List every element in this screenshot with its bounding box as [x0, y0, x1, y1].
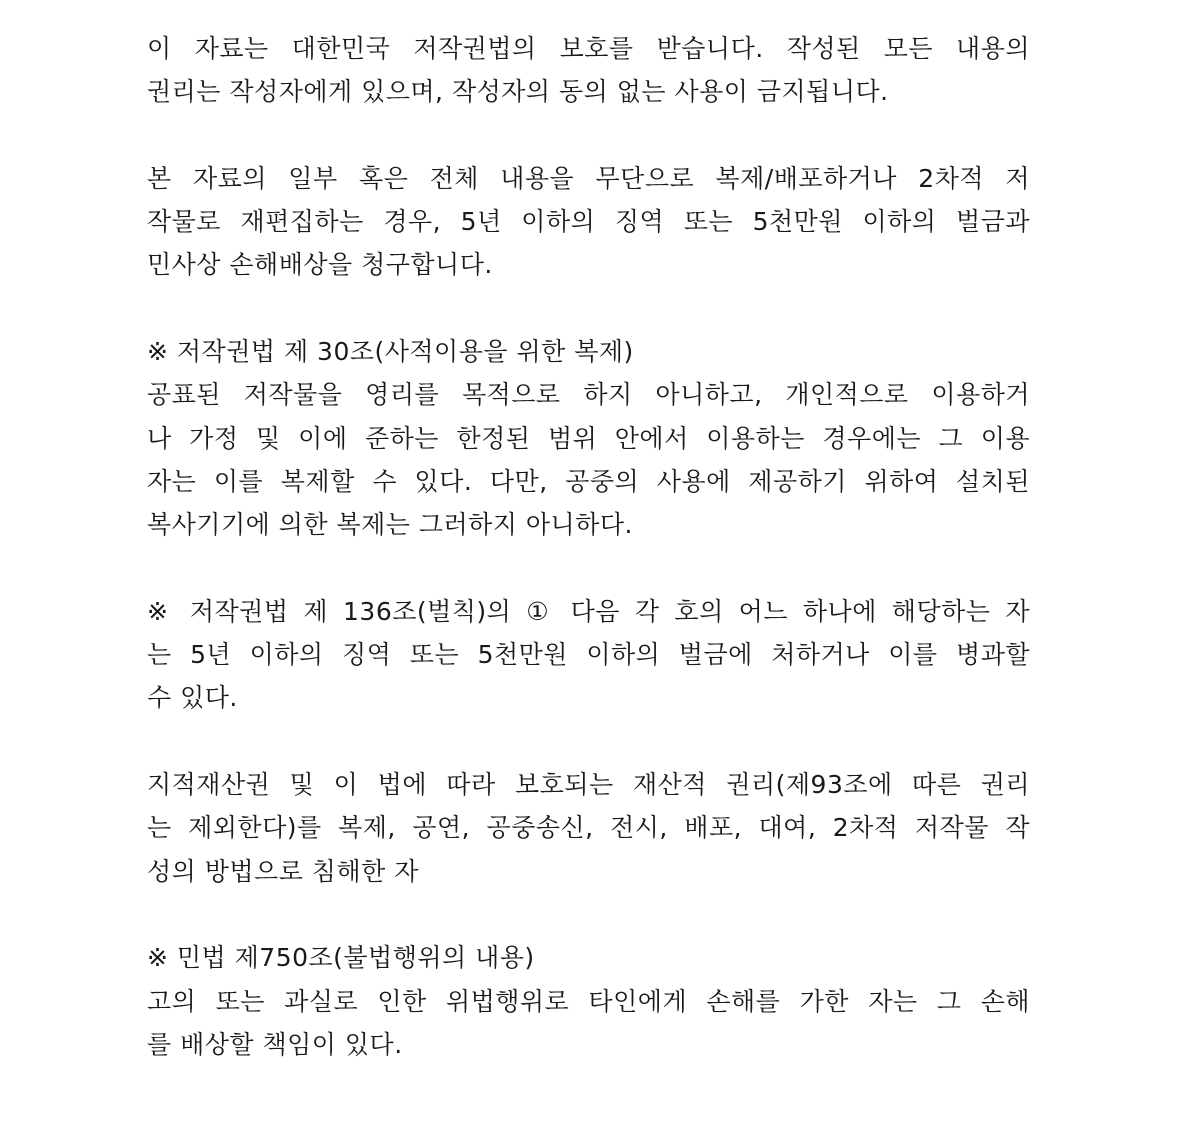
text-line: 공표된 저작물을 영리를 목적으로 하지 아니하고, 개인적으로 이용하거 [147, 380, 1030, 410]
text-line: 복사기기에 의한 복제는 그러하지 아니하다. [147, 510, 633, 540]
paragraph-civil-code-750 [147, 936, 1030, 1066]
paragraph-infringement [147, 763, 1030, 893]
text-line: 자는 이를 복제할 수 있다. 다만, 공중의 사용에 제공하기 위하여 설치된 [147, 466, 1030, 496]
text-line: 권리는 작성자에게 있으며, 작성자의 동의 없는 사용이 금지됩니다. [147, 77, 889, 107]
article-heading: ※ 저작권법 제 30조(사적이용을 위한 복제) [147, 337, 634, 367]
text-line: 는 제외한다)를 복제, 공연, 공중송신, 전시, 배포, 대여, 2차적 저작물 작 [147, 813, 1030, 843]
paragraph-penalty-warning [147, 157, 1030, 287]
paragraph-gap [147, 720, 1030, 763]
text-line: 수 있다. [147, 683, 238, 713]
paragraph-copyright-protection [147, 27, 1030, 114]
paragraph-gap [147, 547, 1030, 590]
text-line: 를 배상할 책임이 있다. [147, 1029, 403, 1059]
text-line: 지적재산권 및 이 법에 따라 보호되는 재산적 권리(제93조에 따른 권리 [147, 770, 1030, 800]
text-line: 성의 방법으로 침해한 자 [147, 856, 419, 886]
text-line: 이 자료는 대한민국 저작권법의 보호를 받습니다. 작성된 모든 내용의 [147, 34, 1030, 63]
text-line: 본 자료의 일부 혹은 전체 내용을 무단으로 복제/배포하거나 2차적 저 [147, 163, 1030, 193]
paragraph-article-136 [147, 590, 1030, 720]
paragraph-gap [147, 893, 1030, 936]
text-line: ※ 저작권법 제 136조(벌칙)의 ① 다음 각 호의 어느 하나에 해당하는 자 [147, 596, 1030, 626]
text-line: 고의 또는 과실로 인한 위법행위로 타인에게 손해를 가한 자는 그 손해 [147, 986, 1030, 1016]
paragraph-article-30 [147, 330, 1030, 546]
copyright-notice-document [147, 27, 1030, 1066]
paragraph-gap [147, 287, 1030, 330]
text-line: 작물로 재편집하는 경우, 5년 이하의 징역 또는 5천만원 이하의 벌금과 [147, 207, 1030, 237]
paragraph-gap [147, 114, 1030, 157]
text-line: 는 5년 이하의 징역 또는 5천만원 이하의 벌금에 처하거나 이를 병과할 [147, 640, 1030, 670]
article-heading: ※ 민법 제750조(불법행위의 내용) [147, 943, 535, 973]
text-line: 나 가정 및 이에 준하는 한정된 범위 안에서 이용하는 경우에는 그 이용 [147, 423, 1030, 453]
text-line: 민사상 손해배상을 청구합니다. [147, 250, 493, 280]
